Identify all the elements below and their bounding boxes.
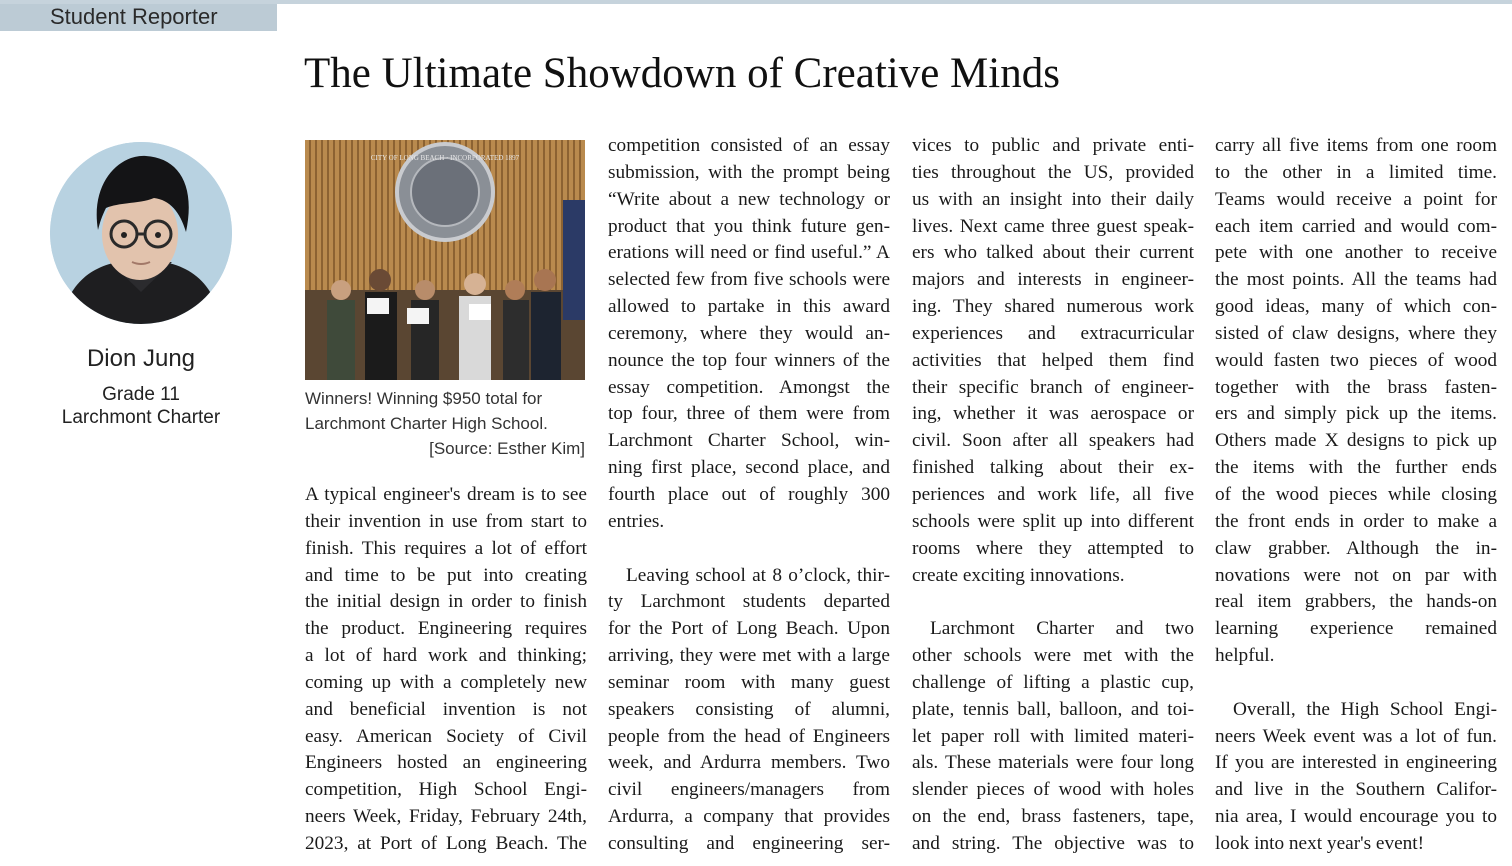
seal-text: CITY OF LONG BEACH · INCORPORATED 1897 bbox=[370, 154, 520, 162]
article-line: If you are interested in engineering bbox=[1215, 752, 1497, 774]
article-line: their specific branch of engineer- bbox=[912, 376, 1194, 398]
article-line: to the other in a limited time. bbox=[1215, 161, 1497, 183]
article-line: Others made X designs to pick up bbox=[1215, 430, 1497, 452]
article-line: plate, tennis ball, balloon, and toi- bbox=[912, 698, 1194, 720]
article-column-3 bbox=[912, 133, 1194, 858]
author-avatar bbox=[50, 142, 232, 324]
article-line: allowed to partake in this award bbox=[608, 296, 890, 318]
article-line: entries. bbox=[608, 510, 665, 532]
article-line: ty Larchmont students departed bbox=[608, 591, 890, 613]
article-line: Overall, the High School Engi- bbox=[1233, 698, 1497, 720]
article-line: nounce the top four winners of the bbox=[608, 349, 890, 371]
article-line: essay competition. Amongst the bbox=[608, 376, 890, 398]
author-grade: Grade 11 bbox=[102, 384, 180, 405]
article-line: seminar room with many guest bbox=[608, 671, 890, 693]
article-line: real item grabbers, the hands-on bbox=[1215, 591, 1497, 613]
headline: The Ultimate Showdown of Creative Minds bbox=[304, 50, 1060, 97]
article-line: neers Week event was a lot of fun. bbox=[1215, 725, 1497, 747]
article-column-2 bbox=[608, 133, 890, 858]
article-line: finished talking about their ex- bbox=[912, 457, 1194, 479]
article-line: easy. American Society of Civil bbox=[305, 725, 587, 747]
caption-line: Winners! Winning $950 total for bbox=[305, 389, 543, 408]
article-line: ceremony, where they would an- bbox=[608, 322, 890, 344]
article-line: pete with one another to receive bbox=[1215, 242, 1497, 264]
article-line: the front ends in order to make a bbox=[1215, 510, 1497, 532]
article-line: and beneficial invention is not bbox=[305, 698, 587, 720]
article-line: A typical engineer's dream is to see bbox=[305, 484, 587, 505]
article-line: for the Port of Long Beach. Upon bbox=[608, 618, 890, 640]
article-line: 2023, at Port of Long Beach. The bbox=[305, 832, 587, 854]
article-line: sisted of claw designs, where they bbox=[1215, 322, 1497, 344]
article-line: als. These materials were four long bbox=[912, 752, 1194, 774]
award-ceremony-photo bbox=[305, 140, 585, 380]
caption-line: Larchmont Charter High School. bbox=[305, 414, 548, 433]
author-portrait-illustration bbox=[50, 142, 232, 324]
article-line: slender pieces of wood with holes bbox=[912, 779, 1194, 801]
article-line: would fasten two pieces of wood bbox=[1215, 349, 1497, 371]
article-line: nia area, I would encourage you to bbox=[1215, 806, 1497, 828]
article-line: coming up with a completely new bbox=[305, 671, 587, 693]
photo-caption bbox=[305, 386, 585, 461]
article-line: ing. They shared numerous work bbox=[912, 296, 1194, 318]
author-name: Dion Jung bbox=[86, 345, 196, 372]
article-line: us with an insight into their daily bbox=[912, 188, 1194, 210]
article-line: civil. Soon after all speakers had bbox=[912, 430, 1194, 452]
article-line: experiences and extracurricular bbox=[912, 322, 1194, 344]
article-line: helpful. bbox=[1215, 645, 1275, 667]
article-column-4 bbox=[1215, 133, 1497, 858]
article-photo bbox=[305, 140, 585, 380]
article-line: competition, High School Engi- bbox=[305, 779, 587, 801]
section-label: Student Reporter bbox=[50, 4, 218, 29]
article-line: rooms where they attempted to bbox=[912, 537, 1194, 559]
article-line: week, and Ardurra members. Two bbox=[608, 752, 890, 774]
article-line: arriving, they were met with a large bbox=[608, 645, 890, 667]
article-line: product that you think future gen- bbox=[608, 215, 890, 237]
article-line: of the wood pieces while closing bbox=[1215, 483, 1497, 505]
article-line: Larchmont Charter and two bbox=[930, 618, 1194, 640]
article-line: and time to be put into creating bbox=[305, 564, 587, 586]
photo-source: [Source: Esther Kim] bbox=[429, 439, 585, 458]
article-line: majors and interests in engineer- bbox=[912, 269, 1194, 291]
article-line bbox=[1215, 670, 1497, 697]
article-line: neers Week, Friday, February 24th, bbox=[305, 806, 587, 828]
article-line: finish. This requires a lot of effort bbox=[305, 537, 587, 559]
article-line: vices to public and private enti- bbox=[912, 135, 1194, 156]
article-line: selected few from five schools were bbox=[608, 269, 890, 291]
article-line bbox=[912, 589, 1194, 616]
article-line: schools were split up into different bbox=[912, 510, 1194, 532]
article-line: ning first place, second place, and bbox=[608, 457, 890, 479]
article-line: top four, three of them were from bbox=[608, 403, 890, 425]
article-line: Larchmont Charter School, win- bbox=[608, 430, 890, 452]
article-line: carry all five items from one room bbox=[1215, 135, 1497, 156]
article-line: good ideas, many of which con- bbox=[1215, 296, 1497, 318]
article-line: each item carried and would com- bbox=[1215, 215, 1497, 237]
article-line: ers and simply pick up the items. bbox=[1215, 403, 1497, 425]
article-line: learning experience remained bbox=[1215, 618, 1497, 640]
article-line: “Write about a new technology or bbox=[608, 188, 890, 210]
article-line: submission, with the prompt being bbox=[608, 161, 890, 183]
article-line: on the end, brass fasteners, tape, bbox=[912, 806, 1194, 828]
article-line: a lot of hard work and thinking; bbox=[305, 645, 587, 667]
article-line: novations were not on par with bbox=[1215, 564, 1497, 586]
article-line: activities that helped them find bbox=[912, 349, 1194, 371]
article-line: and string. The objective was to bbox=[912, 832, 1194, 854]
article-line: the items with the further ends bbox=[1215, 457, 1497, 479]
article-line: Engineers hosted an engineering bbox=[305, 752, 587, 774]
article-line: civil engineers/managers from bbox=[608, 779, 890, 801]
article-column-1 bbox=[305, 482, 587, 858]
article-line: claw grabber. Although the in- bbox=[1215, 537, 1497, 559]
article-line: ties throughout the US, provided bbox=[912, 161, 1194, 183]
article-line: periences and work life, all five bbox=[912, 483, 1194, 505]
article-line: let paper roll with limited materi- bbox=[912, 725, 1194, 747]
article-line: challenge of lifting a plastic cup, bbox=[912, 671, 1194, 693]
article-line: the most points. All the teams had bbox=[1215, 269, 1497, 291]
article-line: create exciting innovations. bbox=[912, 564, 1125, 586]
article-line bbox=[608, 536, 890, 563]
article-line: the product. Engineering requires bbox=[305, 618, 587, 640]
article-line: ing, whether it was aerospace or bbox=[912, 403, 1194, 425]
section-tab bbox=[0, 4, 277, 31]
article-line: people from the head of Engineers bbox=[608, 725, 890, 747]
article-line: their invention in use from start to bbox=[305, 510, 587, 532]
article-line: lives. Next came three guest speak- bbox=[912, 215, 1194, 237]
article-line: the initial design in order to finish bbox=[305, 591, 587, 613]
author-school: Larchmont Charter bbox=[61, 407, 221, 428]
article-line: and live in the Southern Califor- bbox=[1215, 779, 1497, 801]
article-line: erations will need or find useful.” A bbox=[608, 242, 890, 264]
article-line: Teams would receive a point for bbox=[1215, 188, 1497, 210]
article-line: together with the brass fasten- bbox=[1215, 376, 1497, 398]
article-line: look into next year's event! bbox=[1215, 832, 1425, 854]
article-line: Leaving school at 8 o’clock, thir- bbox=[626, 564, 890, 586]
article-line: ers who talked about their current bbox=[912, 242, 1194, 264]
article-line: competition consisted of an essay bbox=[608, 135, 890, 156]
article-line: fourth place out of roughly 300 bbox=[608, 483, 890, 505]
article-line: speakers consisting of alumni, bbox=[608, 698, 890, 720]
article-line: consulting and engineering ser- bbox=[608, 832, 890, 854]
article-line: Ardurra, a company that provides bbox=[608, 806, 890, 828]
article-line: other schools were met with the bbox=[912, 645, 1194, 667]
